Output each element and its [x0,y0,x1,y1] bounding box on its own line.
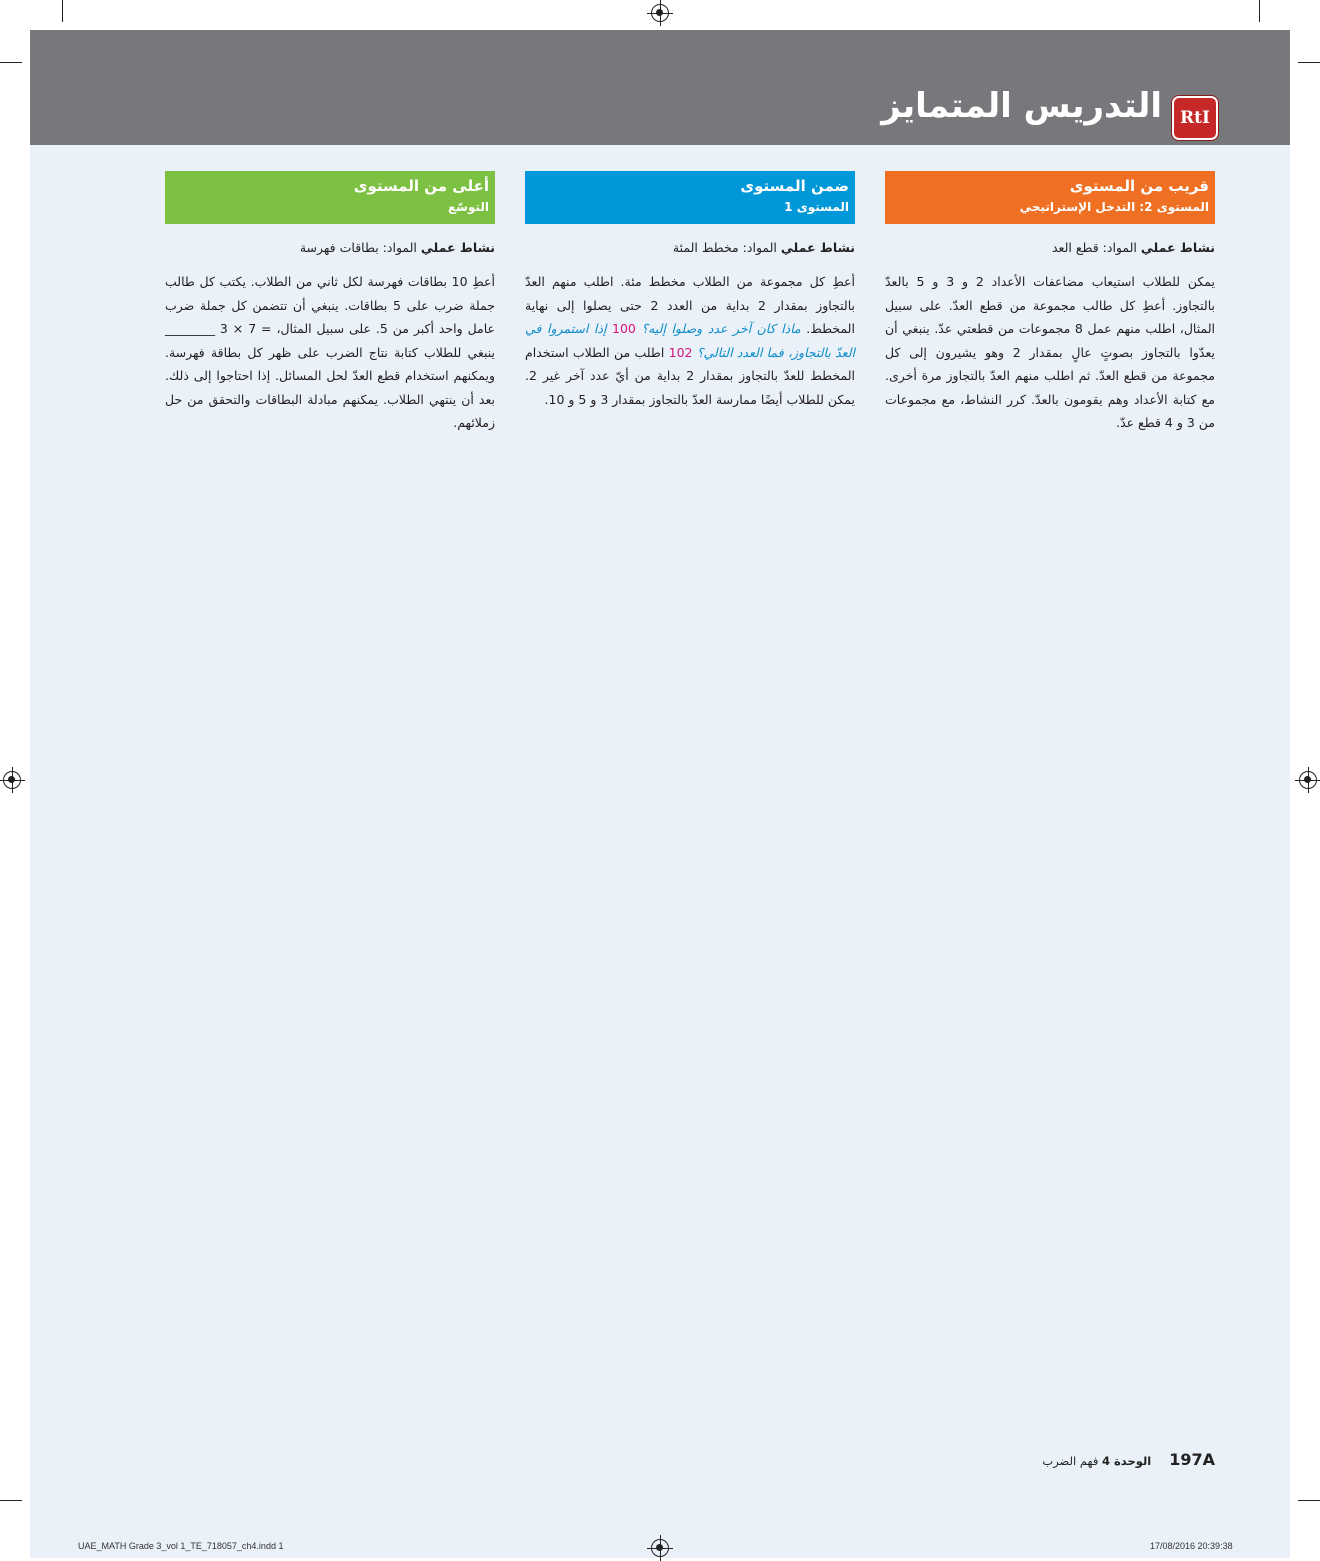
page-title: التدريس المتمايز [881,86,1162,126]
activity-materials: المواد: قطع العد [1051,240,1141,255]
column-title: قريب من المستوى [1069,177,1209,195]
answer-number: 102 [668,344,693,360]
activity-subhead [885,238,1215,258]
print-slug-file: UAE_MATH Grade 3_vol 1_TE_718057_ch4.indd 1 [78,1541,284,1551]
column-on-level [525,171,855,411]
column-beyond-level [165,171,495,435]
column-title: أعلى من المستوى [353,177,489,195]
registration-mark-icon [651,1539,669,1557]
registration-mark-icon [651,4,669,22]
print-slug-timestamp: 17/08/2016 20:39:38 [1150,1541,1233,1551]
body-text-part: أعطِ كل مجموعة من الطلاب مخطط مئة. اطلب منهم العدّ بالتجاوز بمقدار 2 بداية من العدد 2 حتى يصلوا إلى نهاية المخطط. [525,274,855,336]
activity-label: نشاط عملي [1140,240,1215,255]
question-text: إذا [593,321,613,336]
activity-body: أعطِ 10 بطاقات فهرسة لكل ثاني من الطلاب. يكتب كل طالب جملة ضرب على 5 بطاقات. ينبغي أن تتضمن كل جملة ضرب عامل واحد أكبر من 5. على سبيل المثال، = 7 × 3 ________ ينبغي للطلاب كتابة نتاج الضرب على ظهر كل بطاقة فهرسة. ويمكنهم استخدام قطع العدّ لحل المسائل. إذا احتاجوا إلى ذلك. بعد أن ينتهي الطلاب. يمكنهم مبادلة البطاقات والتحقق من حل زملائهم. [165,274,496,430]
question-text: استمروا في العدّ بالتجاوز، فما العدد التالي؟ [525,321,855,360]
column-title: ضمن المستوى [740,177,849,195]
module-label: الوحدة 4 [1102,1454,1152,1468]
page-number: 197A [1169,1450,1215,1469]
column-header [525,171,855,224]
module-title: فهم الضرب [1042,1454,1102,1468]
column-subtitle: المستوى 2: التدخل الإستراتيجي [1019,200,1209,214]
registration-mark-icon [3,771,21,789]
body-text-part: اطلب من الطلاب استخدام المخطط للعدّ بالتجاوز بمقدار 2 بداية من أيّ عدد آخر غير 2. يمكن للطلاب أيضًا ممارسة العدّ بالتجاوز بمقدار 3 و 5 و 10. [525,344,856,407]
crop-mark [0,1500,22,1501]
crop-mark [0,62,22,63]
activity-subhead [525,238,855,258]
activity-materials: المواد: بطاقات فهرسة [299,240,421,255]
page-footer [1040,1450,1215,1469]
column-subtitle: التوسّع [447,200,489,214]
column-header [885,171,1215,224]
column-header [165,171,495,224]
column-approaching-level [885,171,1215,435]
activity-label: نشاط عملي [420,240,495,255]
rti-badge-icon: RtI [1172,96,1218,140]
activity-body: يمكن للطلاب استيعاب مضاعفات الأعداد 2 و 3 و 5 بالعدّ بالتجاوز. أعطِ كل طالب مجموعة من قطع العدّ. على سبيل المثال، اطلب منهم عمل 8 مجموعات من قطعتي عدّ. ينبغي أن يعدّوا بالتجاوز بصوتٍ عالٍ بمقدار 2 وهو يشيرون إلى كل مجموعة من قطع العدّ. ثم اطلب منهم العدّ بالتجاوز مرة أخرى. مع كتابة الأعداد وهم يقومون بالعدّ. كرر النشاط، مع مجموعات من 3 و 4 قطع عدّ. [885,274,1216,430]
activity-body [525,270,855,411]
crop-mark [1298,1500,1320,1501]
activity-label: نشاط عملي [780,240,855,255]
activity-materials: المواد: مخطط المئة [672,240,781,255]
crop-mark [1298,62,1320,63]
crop-mark [1259,0,1260,22]
crop-mark [62,0,63,22]
question-text: ماذا كان آخر عدد وصلوا إليه؟ [641,321,801,336]
registration-mark-icon [1299,771,1317,789]
answer-number: 100 [612,321,636,336]
activity-subhead [165,238,495,258]
column-subtitle: المستوى 1 [784,200,849,214]
